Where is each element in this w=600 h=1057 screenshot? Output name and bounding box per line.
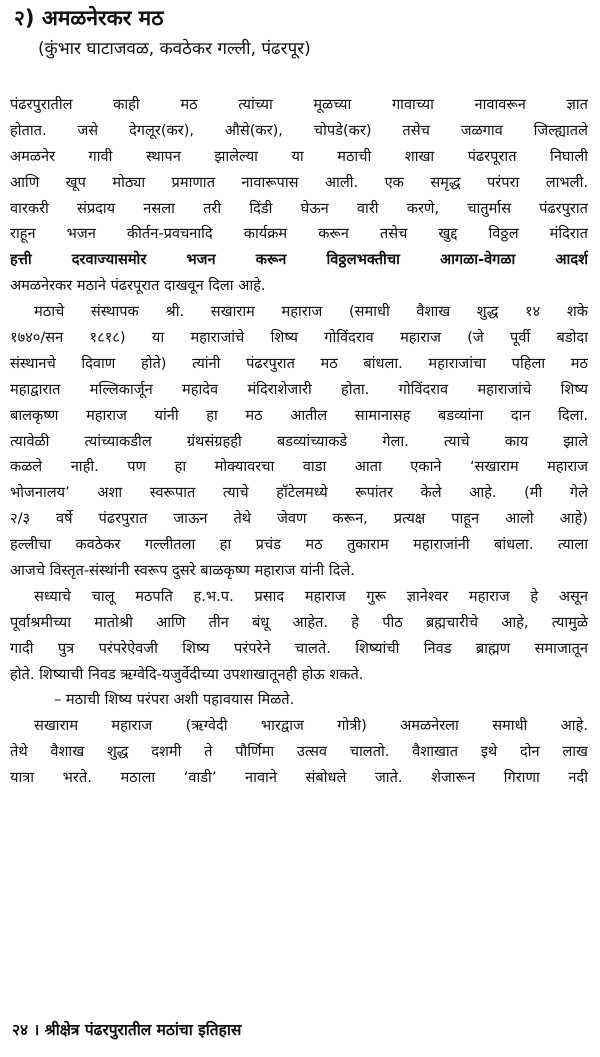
section-location: (कुंभार घाटाजवळ, कवठेकर गल्ली, पंढरपूर) [38, 39, 311, 59]
text-line: मठाचे संस्थापक श्री. सखाराम महाराज (समाधी वैशाख शुद्ध १४ शके [34, 303, 588, 321]
text-line: पूर्वाश्रमीच्या मातोश्री आणि तीन बंधू आहेत. हे पीठ ब्रह्मचारीचे आहे, त्यामुळे [10, 613, 588, 631]
text-line: यात्रा भरते. मठाला ‘वाडी’ नावाने संबोधले जाते. शेजारून गिराणा नदी [10, 769, 588, 787]
text-line: तेथे वैशाख शुद्ध दशमी ते पौर्णिमा उत्सव चालतो. वैशाखात इथे दोन लाख [10, 743, 588, 761]
text-line: अमळनेरकर मठाने पंढरपूरात दाखवून दिला आहे. [10, 277, 266, 295]
text-line: आजचे विस्तृत-संस्थांनी स्वरूप दुसरे बाळकृष्ण महाराज यांनी दिले. [10, 562, 355, 580]
page-footer: २४ । श्रीक्षेत्र पंढरपुरातील मठांचा इतिहास [12, 1021, 242, 1039]
text-line: राहून भजन कीर्तन-प्रवचनादि कार्यक्रम करून तसेच खुद्द विठ्ठल मंदिरात [10, 225, 588, 243]
text-line: त्यावेळी त्यांच्याकडील ग्रंथसंग्रहही बडव्यांच्याकडे गेला. त्याचे काय झाले [10, 432, 588, 450]
text-line: आणि खूप मोठ्या प्रमाणात नावारूपास आली. एक समृद्ध परंपरा लाभली. [10, 173, 588, 191]
text-line: होते. शिष्याची निवड ऋग्वेदि-यजुर्वेदीच्या उपशाखातूनही होऊ शकते. [10, 665, 364, 683]
section-heading: २) अमळनेरकर मठ [14, 6, 164, 30]
text-line: बालकृष्ण महाराज यांनी हा मठ आतील सामानासह बडव्यांना दान दिला. [10, 406, 588, 424]
text-line: सध्याचे चालू मठपति ह.भ.प. प्रसाद महाराज गुरू ज्ञानेश्वर महाराज हे असून [34, 587, 588, 605]
text-line: होतात. जसे देगलूर(कर), औसे(कर), चोपडे(कर) तसेच जळगाव जिल्ह्यातले [10, 121, 588, 139]
text-line: कळले नाही. पण हा मोक्यावरचा वाडा आता एकाने ‘सखाराम महाराज [10, 458, 588, 476]
text-line: हत्ती दरवाज्यासमोर भजन करून विठ्ठलभक्तीचा आगळा-वेगळा आदर्श [10, 251, 588, 269]
text-line: २/३ वर्षे पंढरपुरात जाऊन तेथे जेवण करून, प्रत्यक्ष पाहून आलो आहे) [10, 510, 588, 528]
text-line: अमळनेर गावी स्थापन झालेल्या या मठाची शाखा पंढरपूरात निघाली [10, 147, 588, 165]
text-line: पंढरपुरातील काही मठ त्यांच्या मूळच्या गावाच्या नावावरून ज्ञात [10, 96, 588, 113]
text-line: भोजनालय’ अशा स्वरूपात त्याचे हॉटेलमध्ये रूपांतर केले आहे. (मी गेले [10, 484, 588, 502]
text-line: हल्लीचा कवठेकर गल्लीतला हा प्रचंड मठ तुकाराम महाराजांनी बांधला. त्याला [10, 536, 588, 554]
text-line: – मठाची शिष्य परंपरा अशी पहावयास मिळते. [54, 691, 295, 709]
text-line: महाद्वारात मल्लिकार्जून महादेव मंदिराशेजारी होता. गोविंदराव महाराजांचे शिष्य [10, 380, 588, 398]
text-line: गादी पुत्र परंपरेऐवजी शिष्य परंपरेने चालते. शिष्यांची निवड ब्राह्मण समाजातून [10, 639, 588, 657]
text-line: वारकरी संप्रदाय नसला तरी दिंडी घेऊन वारी करणे, चातुर्मास पंढरपुरात [10, 199, 588, 217]
text-line: सखाराम महाराज (ऋग्वेदी भारद्वाज गोत्री) अमळनेरला समाधी आहे. [34, 717, 588, 735]
text-line: १७४०/सन १८१८) या महाराजांचे शिष्य गोविंदराव महाराज (जे पूर्वी बडोदा [10, 329, 588, 347]
text-line: संस्थानचे दिवाण होते) त्यांनी पंढरपुरात मठ बांधला. महाराजांचा पहिला मठ [10, 354, 588, 372]
body-text [10, 92, 588, 791]
